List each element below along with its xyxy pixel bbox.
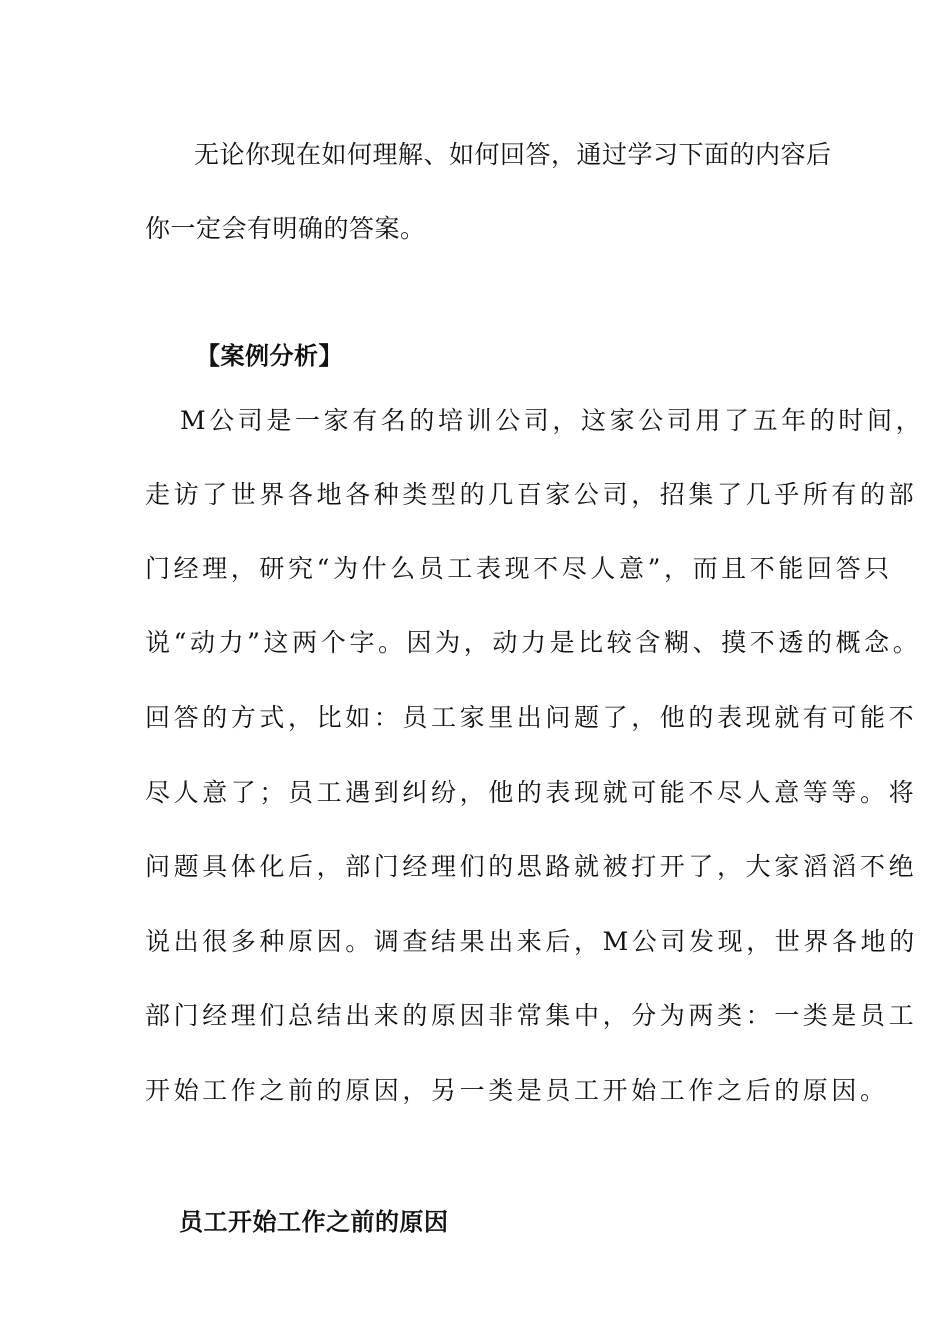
case-paragraph-line-2: 走访了世界各地各种类型的几百家公司，招集了几乎所有的部: [145, 480, 918, 509]
case-analysis-heading: 【案例分析】: [196, 342, 343, 370]
section-heading-before-work: 员工开始工作之前的原因: [179, 1208, 449, 1236]
case-paragraph-line-9: 部门经理们总结出来的原因非常集中，分为两类：一类是员工: [145, 1001, 918, 1030]
intro-line-1: 无论你现在如何理解、如何回答，通过学习下面的内容后: [194, 140, 832, 169]
case-paragraph-line-10: 开始工作之前的原因，另一类是员工开始工作之后的原因。: [145, 1076, 889, 1105]
intro-line-2: 你一定会有明确的答案。: [145, 214, 426, 243]
case-paragraph-line-8: 说出很多种原因。调查结果出来后，M公司发现，世界各地的: [145, 927, 918, 956]
case-paragraph-line-3: 门经理，研究“为什么员工表现不尽人意”，而且不能回答只: [145, 554, 893, 583]
case-paragraph-line-6: 尽人意了；员工遇到纠纷，他的表现就可能不尽人意等等。将: [145, 778, 918, 807]
case-paragraph-line-1: M公司是一家有名的培训公司，这家公司用了五年的时间，: [180, 406, 925, 435]
case-paragraph-line-5: 回答的方式，比如：员工家里出问题了，他的表现就有可能不: [145, 703, 918, 732]
case-paragraph-line-7: 问题具体化后，部门经理们的思路就被打开了，大家滔滔不绝: [145, 852, 918, 881]
case-paragraph-line-4: 说“动力”这两个字。因为，动力是比较含糊、摸不透的概念。: [145, 628, 922, 657]
